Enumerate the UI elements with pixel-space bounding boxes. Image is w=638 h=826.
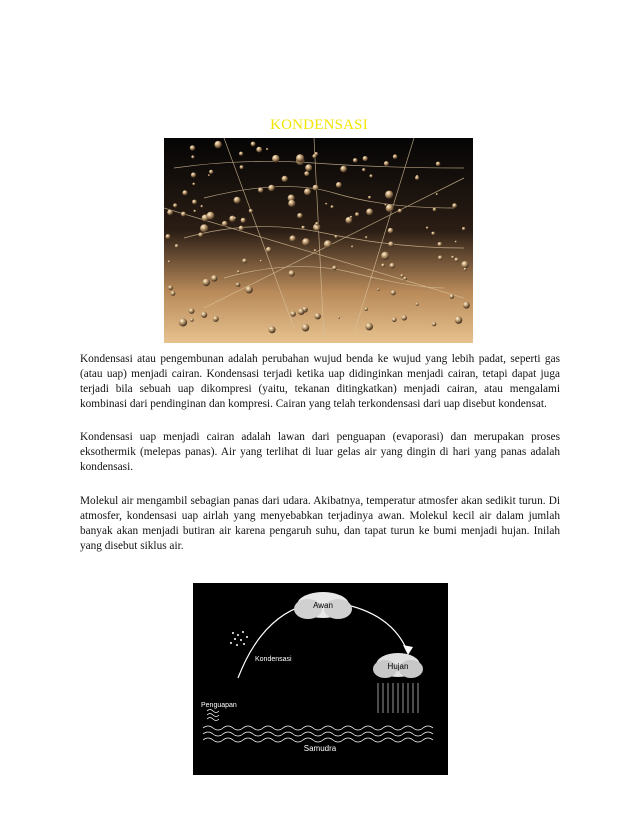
paragraph-3: Molekul air mengambil sebagian panas dari udara. Akibatnya, temperatur atmosfer akan sedikit turun. Di atmosfer, kondensasi uap airlah yang menyebabkan terjadinya awan. Molekul kecil air dalam jumlah banyak akan menjadi butiran air karena pengaruh suhu, dan tapat turun ke bumi menjadi hujan. Inilah yang disebut siklus air. — [80, 495, 560, 552]
label-hujan: Hujan — [387, 662, 409, 671]
label-awan: Awan — [313, 601, 333, 610]
dew-spiderweb-photo — [164, 138, 473, 343]
paragraph-1: Kondensasi atau pengembunan adalah perubahan wujud benda ke wujud yang lebih padat, seperti gas (atau uap) menjadi cairan. Kondensasi terjadi ketika uap didinginkan menjadi cairan, tetapi dapat juga terjadi bila sebuah uap dikompresi (yaitu, tekanan ditingkatkan) menjadi cairan, atau mengalami kombinasi dari pendinginan dan kompresi. Cairan yang telah terkondensasi dari uap disebut kondensat. — [80, 353, 560, 410]
label-samudra: Samudra — [303, 744, 337, 753]
label-kondensasi: Kondensasi — [255, 656, 292, 663]
water-cycle-diagram — [193, 583, 448, 775]
label-penguapan: Penguapan — [201, 702, 237, 709]
page-title: KONDENSASI — [270, 117, 368, 133]
paragraph-2: Kondensasi uap menjadi cairan adalah lawan dari penguapan (evaporasi) dan merupakan proses eksothermik (melepas panas). Air yang terlihat di luar gelas air yang dingin di hari yang panas adalah kondensasi. — [80, 431, 560, 473]
